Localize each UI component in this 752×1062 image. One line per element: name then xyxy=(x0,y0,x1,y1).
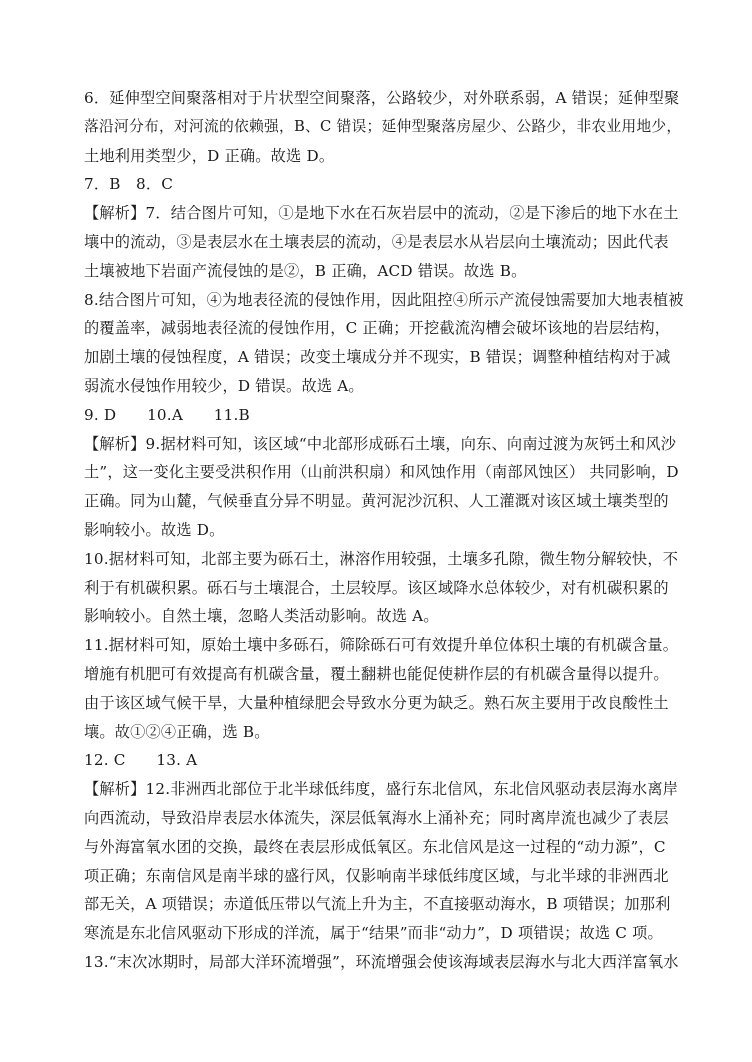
text-line: 向西流动，导致沿岸表层水体流失，深层低氧海水上涌补充；同时离岸流也减少了表层 xyxy=(84,808,669,827)
text-line: 的覆盖率，减弱地表径流的侵蚀作用，C 正确；开挖截流沟槽会破坏该地的岩层结构， xyxy=(84,319,671,338)
text-line: 加剧土壤的侵蚀程度，A 错误；改变土壤成分并不现实，B 错误；调整种植结构对于减 xyxy=(84,348,671,367)
text-line: 落沿河分布，对河流的依赖强，B、C 错误；延伸型聚落房屋少、公路少，非农业用地少， xyxy=(84,117,682,135)
text-line: 8.结合图片可知，④为地表径流的侵蚀作用，因此阻控④所示产流侵蚀需要加大地表植被 xyxy=(84,290,684,309)
text-line: 由于该区域气候干旱，大量种植绿肥会导致水分更为缺乏。熟石灰主要用于改良酸性土 xyxy=(84,693,669,712)
text-line: 正确。同为山麓，气候垂直分异不明显。黄河泥沙沉积、人工灌溉对该区域土壤类型的 xyxy=(84,492,669,511)
text-line: 13.“末次冰期时，局部大洋环流增强”，环流增强会使该海域表层海水与北大西洋富氧水 xyxy=(84,952,679,971)
text-line: 壤中的流动，③是表层水在土壤表层的流动，④是表层水从岩层向土壤流动；因此代表 xyxy=(84,232,669,251)
answer-line: 9. D 10.A 11.B xyxy=(84,405,250,424)
text-line: 【解析】9.据材料可知，该区域“中北部形成砾石土壤，向东、向南过渡为灰钙土和风沙 xyxy=(84,434,677,453)
text-line: 【解析】7．结合图片可知，①是地下水在石灰岩层中的流动，②是下渗后的地下水在土 xyxy=(84,204,679,223)
text-line: 影响较小。自然土壤，忽略人类活动影响。故选 A。 xyxy=(84,607,439,626)
answer-explanation-document xyxy=(84,84,684,977)
text-line: 与外海富氧水团的交换，最终在表层形成低氧区。东北信风是这一过程的“动力源”，C xyxy=(84,837,666,856)
text-line: 寒流是东北信风驱动下形成的洋流，属于“结果”而非“动力”，D 项错误；故选 C 项。 xyxy=(84,924,663,943)
text-line: 10.据材料可知，北部主要为砾石土，淋溶作用较强，土壤多孔隙，微生物分解较快，不 xyxy=(84,549,679,568)
text-line: 土壤被地下岩面产流侵蚀的是②，B 正确，ACD 错误。故选 B。 xyxy=(84,261,527,280)
text-line: 土”，这一变化主要受洪积作用（山前洪积扇）和风蚀作用（南部风蚀区） 共同影响，D xyxy=(84,463,679,482)
text-line: 弱流水侵蚀作用较少，D 错误。故选 A。 xyxy=(84,376,364,395)
text-line: 部无关，A 项错误；赤道低压带以气流上升为主，不直接驱动海水，B 项错误；加那利 xyxy=(84,895,671,914)
answer-line: 12. C 13. A xyxy=(84,751,198,770)
answer-line: 7．B 8．C xyxy=(84,175,174,194)
text-line: 6．延伸型空间聚落相对于片状型空间聚落，公路较少，对外联系弱，A 错误；延伸型聚 xyxy=(84,89,680,107)
text-line: 项正确；东南信风是南半球的盛行风，仅影响南半球低纬度区域，与北半球的非洲西北 xyxy=(84,866,669,885)
text-line: 利于有机碳积累。砾石与土壤混合，土层较厚。该区域降水总体较少，对有机碳积累的 xyxy=(84,578,669,597)
text-line: 壤。故①②④正确，选 B。 xyxy=(84,722,270,741)
text-line: 【解析】12.非洲西北部位于北半球低纬度，盛行东北信风，东北信风驱动表层海水离岸 xyxy=(84,780,679,799)
text-line: 11.据材料可知，原始土壤中多砾石，筛除砾石可有效提升单位体积土壤的有机碳含量。 xyxy=(84,636,679,655)
text-line: 增施有机肥可有效提高有机碳含量，覆土翻耕也能促使耕作层的有机碳含量得以提升。 xyxy=(84,664,669,683)
text-line: 影响较小。故选 D。 xyxy=(84,520,225,539)
text-line: 土地利用类型少，D 正确。故选 D。 xyxy=(84,146,335,165)
